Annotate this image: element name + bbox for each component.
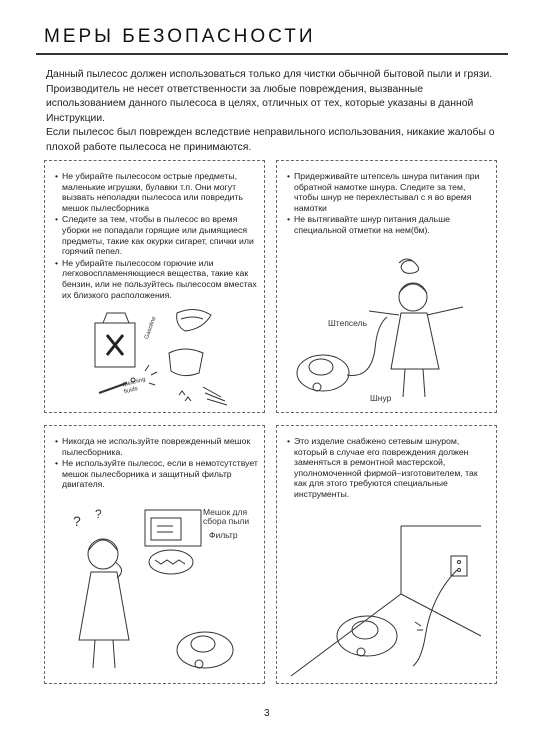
list-item: • Не убирайте пылесосом горючие или легковоспламеняющиеся вещества, такие как бензин, или не пользуйтесь пылесосом вместах их близкого расположения. — [55, 258, 260, 300]
list-item: • Придерживайте штепсель шнура питания при обратной намотке шнура. Следите за тем, чтобы шнур не перехлестывал с я во время намотки — [287, 171, 492, 213]
intro-paragraph-1: Данный пылесос должен использоваться только для чистки обычной бытовой пыли и грязи. Производитель не несет ответственности за любые повреждения, вызванные использованием данного пылесоса в целях, отличных от тех, которые указаны в данной Инструкции. — [46, 69, 493, 124]
panel-sharp-objects-warning — [44, 160, 265, 413]
intro-paragraph-2: Если пылесос был поврежден вследствие неправильного использования, никакие жалобы о плохой работе пылесоса не принимаются. — [46, 127, 495, 153]
woman-with-cord-illustration — [287, 249, 487, 409]
list-item: • Никогда не используйте поврежденный мешок пылесборника. — [55, 436, 260, 457]
confused-woman-illustration — [55, 500, 255, 680]
intro-text — [46, 68, 501, 156]
cleaning-fluids-label: Cleaning fluids — [121, 376, 147, 396]
page-title: МЕРЫ БЕЗОПАСНОСТИ — [44, 26, 316, 47]
vacuum-at-outlet-illustration — [291, 526, 491, 676]
list-item: • Это изделие снабжено сетевым шнуром, который в случае его повреждения должен заменяться в ремонтной мастерской, уполномоченной фирмой–изготовителем, так как для этого требуются специальные инструменты. — [287, 436, 492, 500]
panel-4-bullets — [287, 436, 492, 501]
list-item: • Не используйте пылесос, если в немотсутствует мешок пылесборника и защитный фильтр двигателя. — [55, 458, 260, 490]
panel-damaged-bag-warning — [44, 425, 265, 684]
svg-text:?: ? — [95, 507, 102, 521]
filter-label: Фильтр — [209, 530, 238, 540]
panel-3-bullets — [55, 436, 260, 491]
panel-power-cord-replacement — [276, 425, 497, 684]
cord-label: Шнур — [370, 393, 392, 403]
svg-text:?: ? — [73, 513, 81, 529]
list-item: • Следите за тем, чтобы в пылесос во время уборки не попадали горящие или дымящиеся предметы, такие как окурки сигарет, спички или горячий пепел. — [55, 214, 260, 256]
list-item: • Не убирайте пылесосом острые предметы, маленькие игрушки, булавки т.п. Они могут вызвать неполадки пылесоса или повредить мешок пылесборника — [55, 171, 260, 213]
panel-cord-rewind-warning — [276, 160, 497, 413]
hazardous-items-illustration — [85, 301, 235, 411]
panel-1-bullets — [55, 171, 260, 301]
gasoline-label: Gasoline — [143, 315, 158, 341]
panel-2-bullets — [287, 171, 492, 237]
title-underline — [36, 53, 508, 55]
dust-bag-label: Мешок для сбора пыли — [203, 507, 250, 526]
page-number: 3 — [264, 708, 270, 719]
plug-label: Штепсель — [328, 318, 368, 328]
list-item: • Не вытягивайте шнур питания дальше специальной отметки на нем(бм). — [287, 214, 492, 235]
